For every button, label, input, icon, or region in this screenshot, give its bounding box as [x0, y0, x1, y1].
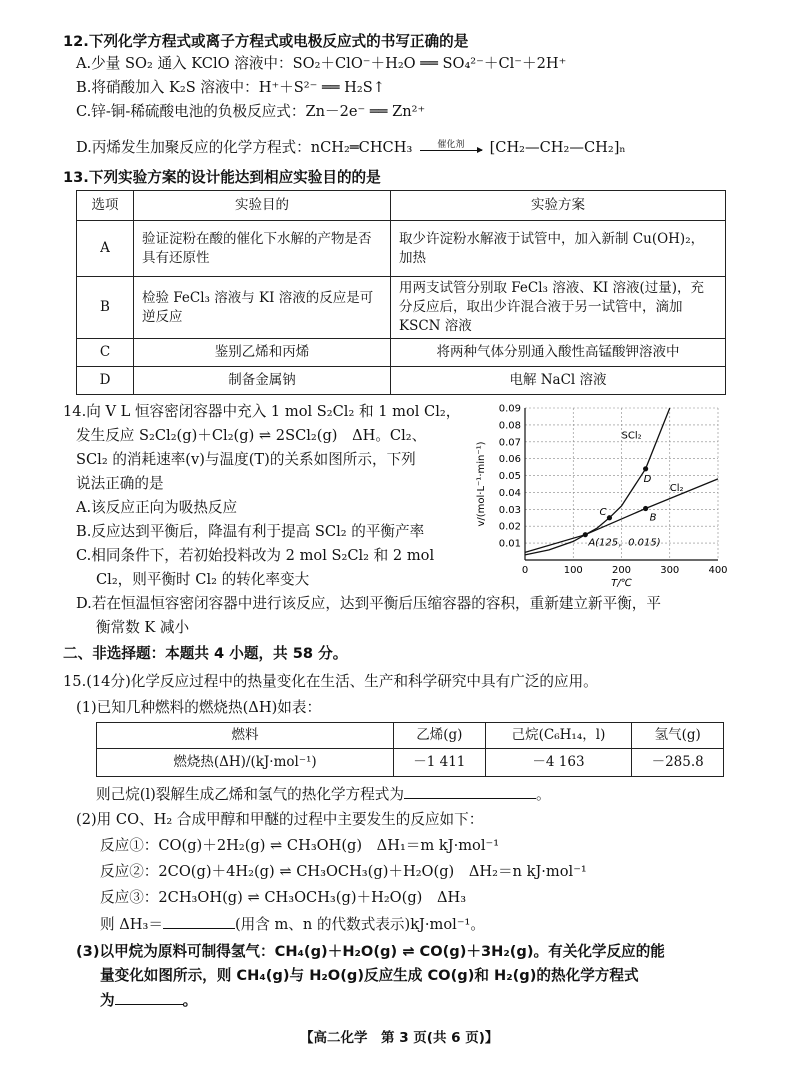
- q15-part1: (1)已知几种燃料的燃烧热(ΔH)如表：: [76, 699, 322, 716]
- q15-part1-text: 则己烷(l)裂解生成乙烯和氢气的热化学方程式为: [96, 786, 404, 803]
- fuel-header: 己烷(C₆H₁₄，l): [485, 723, 632, 749]
- y-axis-label: v/(mol·L⁻¹·min⁻¹): [476, 441, 487, 527]
- q14-line-3: SCl₂ 的消耗速率(v)与温度(T)的关系如图所示，下列: [76, 451, 416, 468]
- q13-cell: 鉴别乙烯和丙烯: [134, 339, 391, 367]
- series-label: Cl₂: [669, 482, 684, 494]
- q13-table: [76, 190, 726, 395]
- q13-header-purpose: 实验目的: [134, 191, 391, 221]
- q13-header-plan: 实验方案: [391, 191, 726, 221]
- q14-line-1: 14.向 V L 恒容密闭容器中充入 1 mol S₂Cl₂ 和 1 mol Cl₂，: [63, 403, 461, 420]
- q12-option-a: A.少量 SO₂ 通入 KClO 溶液中：SO₂＋ClO⁻＋H₂O ══ SO₄²⁻＋Cl⁻＋2H⁺: [76, 55, 567, 72]
- data-point: [583, 532, 588, 537]
- q14-option-b: B.反应达到平衡后，降温有利于提高 SCl₂ 的平衡产率: [76, 523, 425, 540]
- x-tick-label: 100: [563, 565, 583, 576]
- fuel-cell: 燃烧热(ΔH)/(kJ·mol⁻¹): [97, 749, 394, 777]
- data-point: [607, 515, 612, 520]
- y-tick-label: 0.08: [498, 420, 521, 432]
- x-tick-label: 300: [660, 565, 680, 576]
- fuel-header: 乙烯(g): [394, 723, 486, 749]
- q13-cell: D: [77, 367, 134, 395]
- catalyst-label: 催化剂: [437, 140, 465, 150]
- q14-option-c-cont: Cl₂，则平衡时 Cl₂ 的转化率变大: [96, 571, 310, 588]
- reaction-1: 反应①：CO(g)＋2H₂(g) ⇌ CH₃OH(g) ΔH₁＝m kJ·mol⁻¹: [100, 837, 500, 854]
- q13-cell: 取少许淀粉水解液于试管中，加入新制 Cu(OH)₂，加热: [391, 221, 726, 277]
- point-label: B: [649, 512, 657, 524]
- q15-stem: 15.(14分)化学反应过程中的热量变化在生活、生产和科学研究中具有广泛的应用。: [63, 673, 598, 690]
- y-tick-label: 0.06: [498, 454, 521, 466]
- q15-part3-line-1: (3)以甲烷为原料可制得氢气：CH₄(g)＋H₂O(g) ⇌ CO(g)＋3H₂(g)。有关化学反应的能: [76, 943, 665, 960]
- fuel-cell: －4 163: [485, 749, 632, 777]
- y-tick-label: 0.07: [498, 437, 521, 449]
- q13-cell: B: [77, 277, 134, 339]
- q13-cell: 检验 FeCl₃ 溶液与 KI 溶液的反应是可逆反应: [134, 277, 391, 339]
- x-tick-label: 0: [521, 565, 529, 576]
- reaction-2: 反应②：2CO(g)＋4H₂(g) ⇌ CH₃OCH₃(g)＋H₂O(g) ΔH₂＝n kJ·mol⁻¹: [100, 863, 587, 880]
- x-axis-label: T/℃: [611, 578, 632, 588]
- q14-line-2: 发生反应 S₂Cl₂(g)＋Cl₂(g) ⇌ 2SCl₂(g) ΔH。Cl₂、: [76, 427, 427, 444]
- q14-option-d-cont: 衡常数 K 减小: [96, 619, 190, 636]
- y-tick-label: 0.01: [498, 538, 521, 550]
- q12-d-product: [CH₂—CH₂—CH₂]ₙ: [489, 139, 626, 156]
- table-row: [77, 339, 726, 367]
- data-point: [643, 506, 648, 511]
- fuel-header: 氢气(g): [632, 723, 724, 749]
- q13-cell: 将两种气体分别通入酸性高锰酸钾溶液中: [391, 339, 726, 367]
- y-tick-label: 0.05: [498, 471, 521, 483]
- answer-blank[interactable]: [404, 784, 536, 799]
- y-tick-label: 0.03: [498, 504, 521, 516]
- q13-stem: 13.下列实验方案的设计能达到相应实验目的的是: [63, 169, 381, 186]
- q15-part2: (2)用 CO、H₂ 合成甲醇和甲醚的过程中主要发生的反应如下：: [76, 811, 484, 828]
- answer-blank[interactable]: [163, 914, 235, 929]
- q12-option-d: [76, 138, 626, 162]
- q15-part3-text: 为: [100, 992, 115, 1009]
- q14-option-d: D.若在恒温恒容密闭容器中进行该反应，达到平衡后压缩容器的容积，重新建立新平衡，平: [76, 595, 661, 612]
- fuel-cell: －1 411: [394, 749, 486, 777]
- q15-part3-line-2: 量变化如图所示，则 CH₄(g)与 H₂O(g)反应生成 CO(g)和 H₂(g)的热化学方程式: [100, 967, 639, 984]
- rate-temperature-chart: [470, 398, 760, 588]
- answer-blank[interactable]: [115, 990, 183, 1005]
- q13-cell: 制备金属钠: [134, 367, 391, 395]
- section-heading: 二、非选择题：本题共 4 小题，共 58 分。: [63, 645, 348, 662]
- table-row: [77, 277, 726, 339]
- q13-cell: 验证淀粉在酸的催化下水解的产物是否具有还原性: [134, 221, 391, 277]
- page-footer: 【高二化学 第 3 页(共 6 页)】: [300, 1030, 499, 1046]
- fuel-header: 燃料: [97, 723, 394, 749]
- q14-option-c: C.相同条件下，若初始投料改为 2 mol S₂Cl₂ 和 2 mol: [76, 547, 435, 564]
- q12-stem: 12.下列化学方程式或离子方程式或电极反应式的书写正确的是: [63, 33, 469, 50]
- y-tick-label: 0.04: [498, 487, 521, 499]
- q12-option-b: B.将硝酸加入 K₂S 溶液中：H⁺＋S²⁻ ══ H₂S↑: [76, 79, 385, 96]
- q13-cell: 用两支试管分别取 FeCl₃ 溶液、KI 溶液(过量)，充分反应后，取出少许混合液于另一试管中，滴加 KSCN 溶液: [391, 277, 726, 339]
- q14-option-a: A.该反应正向为吸热反应: [76, 499, 238, 516]
- table-row: [77, 367, 726, 395]
- fuel-table: [96, 722, 724, 777]
- point-label: D: [643, 473, 652, 485]
- table-row: [97, 749, 724, 777]
- table-row: [77, 221, 726, 277]
- period: 。: [182, 992, 198, 1009]
- q15-part2-text: 则 ΔH₃＝: [100, 916, 163, 933]
- q15-part2-text-end: (用含 m、n 的代数式表示)kJ·mol⁻¹。: [234, 916, 485, 933]
- q13-cell: A: [77, 221, 134, 277]
- q13-header-option: 选项: [77, 191, 134, 221]
- x-tick-label: 400: [708, 565, 728, 576]
- series-label: SCl₂: [621, 430, 642, 442]
- y-tick-label: 0.09: [498, 403, 521, 415]
- q12-d-reactant: D.丙烯发生加聚反应的化学方程式：nCH₂═CHCH₃: [76, 139, 413, 156]
- period: 。: [535, 786, 551, 803]
- fuel-cell: －285.8: [632, 749, 724, 777]
- data-point: [643, 466, 648, 471]
- q14-line-4: 说法正确的是: [76, 475, 164, 492]
- q15-part2-question: [100, 914, 485, 935]
- q15-part1-question: [96, 784, 551, 805]
- x-tick-label: 200: [611, 565, 632, 576]
- point-label: A(125，0.015): [588, 537, 661, 549]
- q13-cell: 电解 NaCl 溶液: [391, 367, 726, 395]
- reaction-3: 反应③：2CH₃OH(g) ⇌ CH₃OCH₃(g)＋H₂O(g) ΔH₃: [100, 889, 467, 906]
- q12-option-c: C.锌-铜-稀硫酸电池的负极反应式：Zn－2e⁻ ══ Zn²⁺: [76, 103, 426, 120]
- point-label: C: [599, 506, 607, 518]
- y-tick-label: 0.02: [498, 521, 521, 533]
- catalyst-arrow: [420, 140, 482, 157]
- q15-part3-line-3: [100, 990, 197, 1011]
- q13-cell: C: [77, 339, 134, 367]
